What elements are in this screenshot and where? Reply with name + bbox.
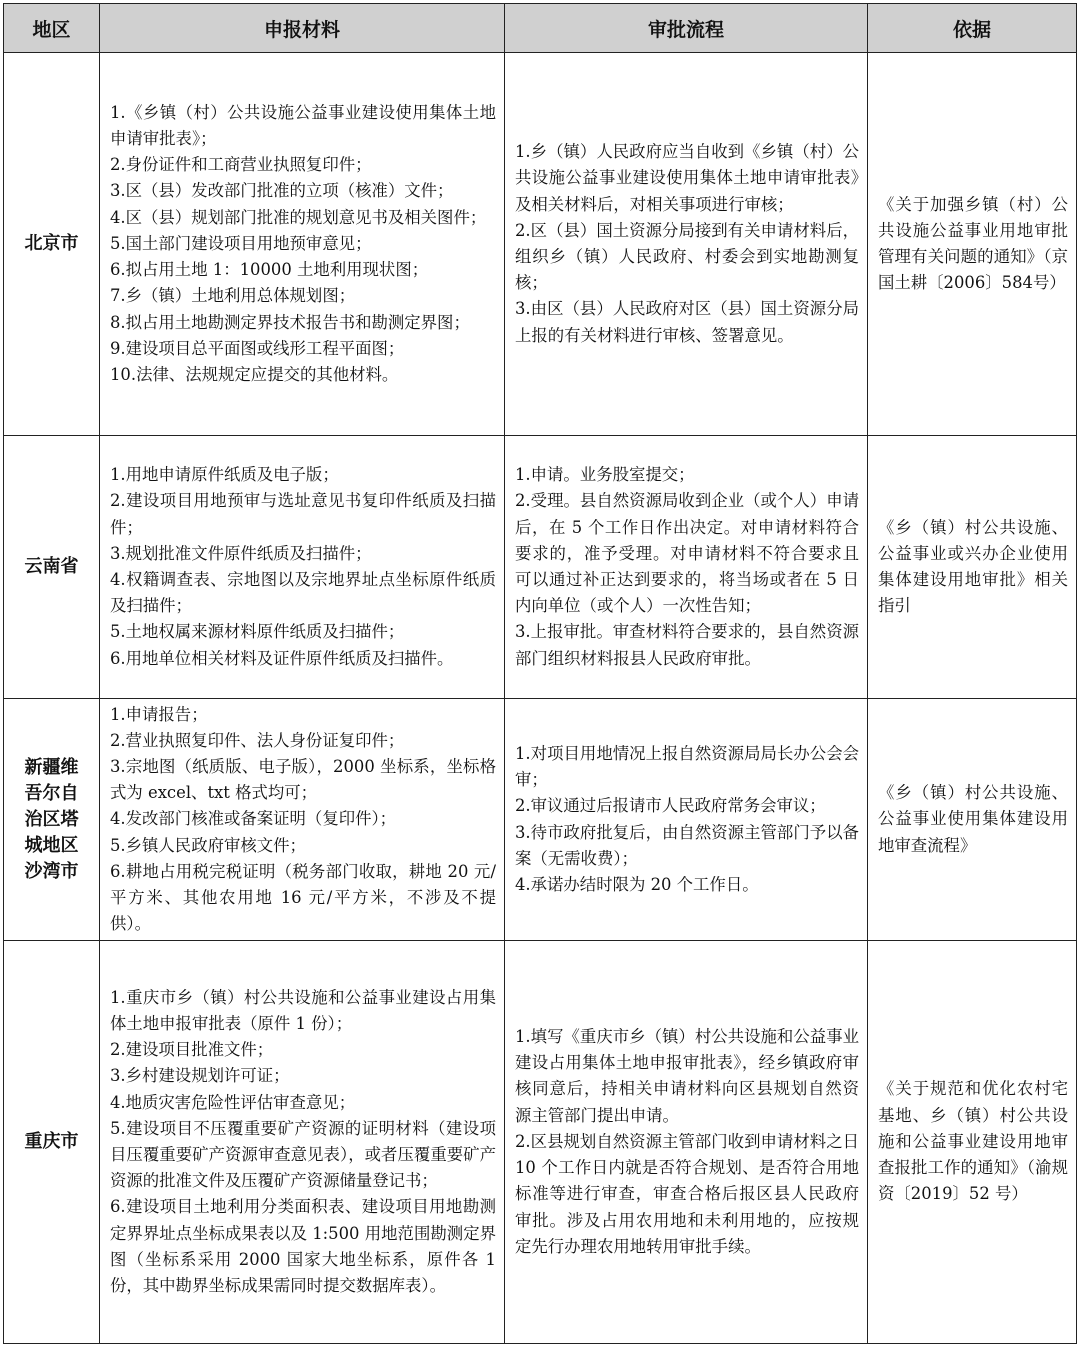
basis-text: 《乡（镇）村公共设施、公益事业或兴办企业使用集体建设用地审批》相关指引 xyxy=(878,517,1068,616)
table-row-chongqing xyxy=(4,941,1077,1344)
process-step: 2.受理。县自然资源局收到企业（或个人）申请后，在 5 个工作日作出决定。对申请材料符合要求的，准予受理。对申请材料不符合要求且可以通过补正达到要求的，将当场或者在 5 日内向单位（或个人）一次性告知； xyxy=(515,491,859,616)
region-cell xyxy=(4,941,100,1344)
material-item: 1.重庆市乡（镇）村公共设施和公益事业建设占用集体土地申报审批表（原件 1 份）； xyxy=(110,987,496,1033)
material-item: 3.区（县）发改部门批准的立项（核准）文件； xyxy=(110,181,454,201)
region-name: 北京市 xyxy=(24,233,79,254)
process-step: 3.上报审批。审查材料符合要求的，县自然资源部门组织材料报县人民政府审批。 xyxy=(515,622,859,668)
material-item: 5.乡镇人民政府审核文件； xyxy=(110,835,306,855)
material-item: 4.发改部门核准或备案证明（复印件）； xyxy=(110,809,397,829)
material-item: 5.国土部门建设项目用地预审意见； xyxy=(110,233,372,253)
material-item: 1.用地申请原件纸质及电子版； xyxy=(110,465,339,485)
process-step: 1.对项目用地情况上报自然资源局局长办公会会审； xyxy=(515,743,859,790)
process-step: 2.审议通过后报请市人民政府常务会审议； xyxy=(515,796,826,816)
process-cell xyxy=(505,699,868,941)
material-item: 2.建设项目用地预审与选址意见书复印件纸质及扫描件； xyxy=(110,491,496,537)
material-item: 4.区（县）规划部门批准的规划意见书及相关图件； xyxy=(110,207,487,227)
region-name: 云南省 xyxy=(24,556,79,577)
table-row-yunnan xyxy=(4,436,1077,699)
material-item: 6.拟占用土地 1：10000 土地利用现状图； xyxy=(110,260,429,280)
materials-cell xyxy=(100,436,505,699)
basis-text: 《关于加强乡镇（村）公共设施公益事业用地审批管理有关问题的通知》（京国土耕〔2006〕584号） xyxy=(878,194,1068,293)
material-item: 1.《乡镇（村）公共设施公益事业建设使用集体土地申请审批表》； xyxy=(110,102,496,149)
basis-cell xyxy=(868,699,1077,941)
region-cell xyxy=(4,53,100,436)
process-step: 2.区（县）国土资源分局接到有关申请材料后，组织乡（镇）人民政府、村委会到实地勘测复核； xyxy=(515,220,859,293)
material-item: 2.建设项目批准文件； xyxy=(110,1040,274,1060)
process-step: 1.申请。业务股室提交； xyxy=(515,465,695,485)
material-item: 4.地质灾害危险性评估审查意见； xyxy=(110,1092,356,1112)
material-item: 5.土地权属来源材料原件纸质及扫描件； xyxy=(110,622,405,642)
material-item: 5.建设项目不压覆重要矿产资源的证明材料（建设项目压覆重要矿产资源审查意见表），或者压覆重要矿产资源的批准文件及压覆矿产资源储量登记书； xyxy=(110,1118,496,1191)
process-step: 3.待市政府批复后，由自然资源主管部门予以备案（无需收费）； xyxy=(515,822,859,868)
material-item: 6.建设项目土地利用分类面积表、建设项目用地勘测定界界址点坐标成果表以及 1:500 用地范围勘测定界图（坐标系采用 2000 国家大地坐标系，原件各 1 份，其中勘界坐标成果需同时提交数据库表）。 xyxy=(110,1197,496,1296)
materials-cell xyxy=(100,53,505,436)
region-name-line: 治区塔 xyxy=(24,808,79,830)
material-item: 10.法律、法规规定应提交的其他材料。 xyxy=(110,364,399,384)
process-step: 1.乡（镇）人民政府应当自收到《乡镇（村）公共设施公益事业建设使用集体土地申请审批表》及相关材料后，对相关事项进行审核； xyxy=(515,142,859,214)
region-name-line: 城地区 xyxy=(24,834,79,856)
material-item: 9.建设项目总平面图或线形工程平面图； xyxy=(110,338,405,358)
material-item: 2.营业执照复印件、法人身份证复印件； xyxy=(110,730,405,750)
header-basis: 依据 xyxy=(868,4,1077,53)
region-name: 重庆市 xyxy=(24,1131,79,1152)
material-item: 3.宗地图（纸质版、电子版），2000 坐标系，坐标格式为 excel、txt 格式均可； xyxy=(110,756,496,803)
material-item: 6.用地单位相关材料及证件原件纸质及扫描件。 xyxy=(110,648,454,668)
table-row-xinjiang xyxy=(4,699,1077,941)
material-item: 3.乡村建设规划许可证； xyxy=(110,1066,290,1086)
basis-cell xyxy=(868,941,1077,1344)
material-item: 7.乡（镇）土地利用总体规划图； xyxy=(110,286,356,306)
header-process: 审批流程 xyxy=(505,4,868,53)
region-cell xyxy=(4,436,100,699)
basis-text: 《乡（镇）村公共设施、公益事业使用集体建设用地审查流程》 xyxy=(878,783,1068,855)
table-row-beijing xyxy=(4,53,1077,436)
process-cell xyxy=(505,941,868,1344)
process-step: 3.由区（县）人民政府对区（县）国土资源分局上报的有关材料进行审核、签署意见。 xyxy=(515,299,859,345)
basis-cell xyxy=(868,436,1077,699)
process-cell xyxy=(505,53,868,436)
material-item: 1.申请报告； xyxy=(110,704,208,724)
header-row xyxy=(4,4,1077,53)
region-name-line: 新疆维 xyxy=(24,756,79,778)
material-item: 4.权籍调查表、宗地图以及宗地界址点坐标原件纸质及扫描件； xyxy=(110,570,496,616)
material-item: 6.耕地占用税完税证明（税务部门收取，耕地 20 元/平方米、其他农用地 16 元/平方米，不涉及不提供）。 xyxy=(110,861,496,934)
process-step: 2.区县规划自然资源主管部门收到申请材料之日 10 个工作日内就是否符合规划、是否符合用地标准等进行审查，审查合格后报区县人民政府审批。涉及占用农用地和未利用地的，应按规定先行办理农用地转用审批手续。 xyxy=(515,1131,859,1256)
material-item: 8.拟占用土地勘测定界技术报告书和勘测定界图； xyxy=(110,312,470,332)
basis-text: 《关于规范和优化农村宅基地、乡（镇）村公共设施和公益事业建设用地审查报批工作的通知》（渝规资〔2019〕52 号） xyxy=(878,1079,1068,1204)
approval-table xyxy=(3,3,1077,1344)
document-page xyxy=(3,3,1077,1344)
process-step: 4.承诺办结时限为 20 个工作日。 xyxy=(515,874,759,894)
process-cell xyxy=(505,436,868,699)
materials-cell xyxy=(100,699,505,941)
material-item: 3.规划批准文件原件纸质及扫描件； xyxy=(110,543,372,563)
process-step: 1.填写《重庆市乡（镇）村公共设施和公益事业建设占用集体土地申报审批表》，经乡镇政府审核同意后，持相关申请材料向区县规划自然资源主管部门提出申请。 xyxy=(515,1027,859,1125)
region-name-line: 沙湾市 xyxy=(24,860,79,882)
basis-cell xyxy=(868,53,1077,436)
material-item: 2.身份证件和工商营业执照复印件； xyxy=(110,155,372,175)
header-region: 地区 xyxy=(4,4,100,53)
header-materials: 申报材料 xyxy=(100,4,505,53)
materials-cell xyxy=(100,941,505,1344)
region-cell xyxy=(4,699,100,941)
region-name-line: 吾尔自 xyxy=(24,782,79,804)
